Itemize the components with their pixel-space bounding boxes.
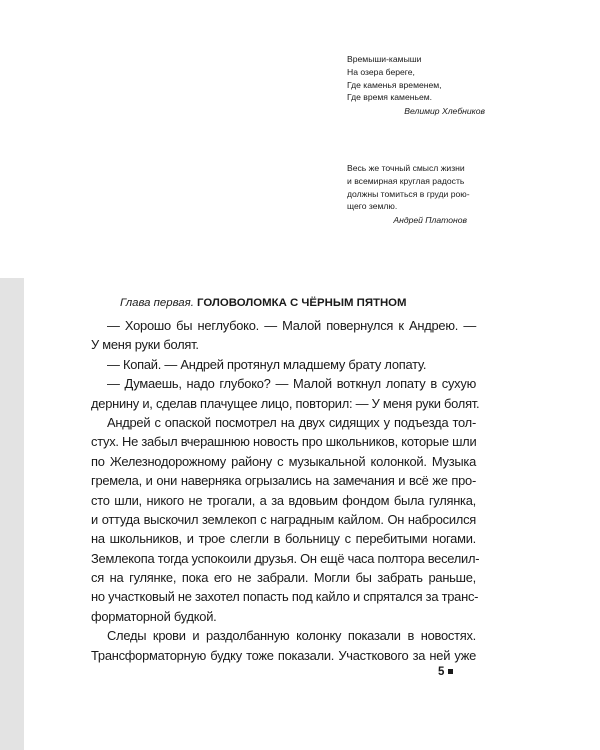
text-line: по Железнодорожному району с музыкальной колонкой. Музыка (91, 453, 476, 469)
text-line: форматорной будкой. (91, 608, 217, 624)
text-line: гремела, и они наверняка огрызались на замечания и всё же про- (91, 473, 476, 489)
page-number (438, 666, 453, 678)
epigraph-line: На озера береге, (347, 66, 415, 77)
epigraph-khlebnikov (347, 53, 485, 118)
epigraph-author: Андрей Платонов (393, 215, 467, 226)
page-margin-shadow (0, 278, 24, 750)
epigraph-platonov (347, 162, 470, 227)
text-line: Трансформаторную будку тоже показали. Участкового за ней уже (91, 647, 476, 663)
text-line: — Копай. — Андрей протянул младшему брату лопату. (107, 356, 427, 372)
text-line: — Хорошо бы неглубоко. — Малой повернулся к Андрею. — (107, 318, 476, 333)
text-line: но участковый не захотел попасть под кайло и спрятался за транс- (91, 589, 479, 605)
text-line: на школьников, и трое слегли в больницу с перебитыми ногами. (91, 531, 476, 547)
epigraph-line: и всемирная круглая радость (347, 175, 465, 186)
text-line: стух. Не забыл вчерашнюю новость про школьников, которые шли (91, 434, 477, 450)
chapter-title: ГОЛОВОЛОМКА С ЧЁРНЫМ ПЯТНОМ (197, 297, 407, 309)
page-number-value: 5 (438, 666, 445, 678)
epigraph-author: Велимир Хлебников (404, 106, 485, 117)
epigraph-line: Весь же точный смысл жизни (347, 163, 465, 173)
text-line: У меня руки болят. (91, 337, 199, 353)
chapter-heading (120, 297, 407, 309)
epigraph-line: Где время каменьем. (347, 92, 433, 103)
text-line: ся на гулянке, пока его не забрали. Могли бы забрать раньше, (91, 570, 476, 586)
epigraph-line: должны томиться в груди рою- (347, 188, 470, 199)
text-line: Следы крови и раздолбанную колонку показали в новостях. (107, 628, 476, 644)
text-line: дернину и, сделав плачущее лицо, повторил: — У меня руки болят. (91, 395, 480, 411)
text-line: Андрей с опаской посмотрел на двух сидящих у подъезда тол- (107, 414, 476, 430)
epigraph-line: Времыши-камыши (347, 54, 422, 64)
text-line: и оттуда выскочил землекоп с наградным кайлом. Он набросился (91, 511, 476, 527)
text-line: — Думаешь, надо глубоко? — Малой воткнул лопату в сухую (107, 376, 476, 392)
square-bullet-icon (448, 669, 453, 674)
epigraph-line: щего землю. (347, 201, 398, 212)
chapter-body-text (91, 316, 480, 665)
text-line: сто шли, никого не трогали, а за вдовьим фондом была гулянка, (91, 492, 476, 508)
chapter-label: Глава первая. (120, 297, 194, 309)
epigraph-line: Где каменья временем, (347, 79, 442, 90)
text-line: Землекопа тогда успокоили друзья. Он ещё часа полтора веселил- (91, 550, 480, 566)
